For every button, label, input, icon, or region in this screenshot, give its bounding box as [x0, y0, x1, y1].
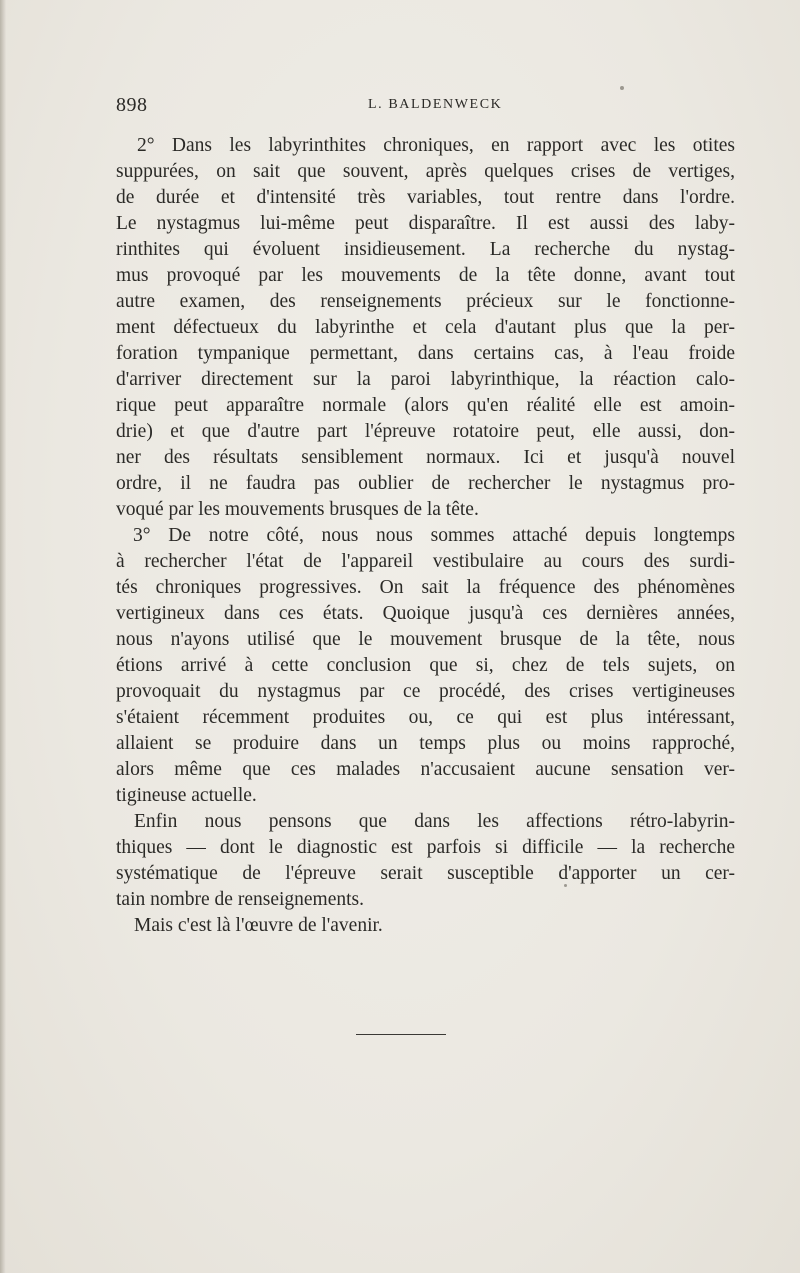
text-line: nous n'ayons utilisé que le mouvement brusque de la tête, nous	[116, 629, 735, 650]
text-line: ordre, il ne faudra pas oublier de rechercher le nystagmus pro-	[116, 473, 735, 494]
text-line: thiques — dont le diagnostic est parfois si difficile — la recherche	[116, 837, 735, 858]
text-line: autre examen, des renseignements précieux sur le fonctionne-	[116, 291, 735, 312]
text-line: s'étaient récemment produites ou, ce qui est plus intéressant,	[116, 707, 735, 728]
body-text	[116, 133, 735, 939]
text-line: vertigineux dans ces états. Quoique jusqu'à ces dernières années,	[116, 603, 735, 624]
text-line: systématique de l'épreuve serait susceptible d'apporter un cer-	[116, 863, 735, 884]
text-line: voqué par les mouvements brusques de la tête.	[116, 499, 479, 520]
text-line: alors même que ces malades n'accusaient aucune sensation ver-	[116, 759, 735, 780]
paper-speck	[564, 884, 567, 887]
text-line: 2° Dans les labyrinthites chroniques, en rapport avec les otites	[137, 135, 735, 156]
page-header	[116, 94, 736, 120]
text-line: ment défectueux du labyrinthe et cela d'autant plus que la per-	[116, 317, 735, 338]
text-line: tés chroniques progressives. On sait la fréquence des phénomènes	[116, 577, 735, 598]
paper-speck	[620, 86, 624, 90]
text-line: suppurées, on sait que souvent, après quelques crises de vertiges,	[116, 161, 735, 182]
text-line: d'arriver directement sur la paroi labyrinthique, la réaction calo-	[116, 369, 735, 390]
text-line: Mais c'est là l'œuvre de l'avenir.	[134, 915, 383, 936]
text-line: 3° De notre côté, nous nous sommes attaché depuis longtemps	[133, 525, 735, 546]
text-line: mus provoqué par les mouvements de la tête donne, avant tout	[116, 265, 735, 286]
text-line: étions arrivé à cette conclusion que si, chez de tels sujets, on	[116, 655, 735, 676]
text-line: Le nystagmus lui-même peut disparaître. Il est aussi des laby-	[116, 213, 735, 234]
text-line: foration tympanique permettant, dans certains cas, à l'eau froide	[116, 343, 735, 364]
page-binding-edge	[0, 0, 6, 1273]
end-rule	[356, 1034, 446, 1035]
text-line: allaient se produire dans un temps plus ou moins rapproché,	[116, 733, 735, 754]
page-number: 898	[116, 94, 148, 116]
text-line: rinthites qui évoluent insidieusement. La recherche du nystag-	[116, 239, 735, 260]
text-line: ner des résultats sensiblement normaux. Ici et jusqu'à nouvel	[116, 447, 735, 468]
text-line: rique peut apparaître normale (alors qu'en réalité elle est amoin-	[116, 395, 735, 416]
running-head: L. BALDENWECK	[368, 97, 503, 112]
text-line: provoquait du nystagmus par ce procédé, des crises vertigineuses	[116, 681, 735, 702]
text-line: à rechercher l'état de l'appareil vestibulaire au cours des surdi-	[116, 551, 735, 572]
text-line: drie) et que d'autre part l'épreuve rotatoire peut, elle aussi, don-	[116, 421, 735, 442]
text-line: Enfin nous pensons que dans les affections rétro-labyrin-	[134, 811, 735, 832]
text-line: tigineuse actuelle.	[116, 785, 257, 806]
text-line: tain nombre de renseignements.	[116, 889, 365, 910]
text-line: de durée et d'intensité très variables, tout rentre dans l'ordre.	[116, 187, 735, 208]
